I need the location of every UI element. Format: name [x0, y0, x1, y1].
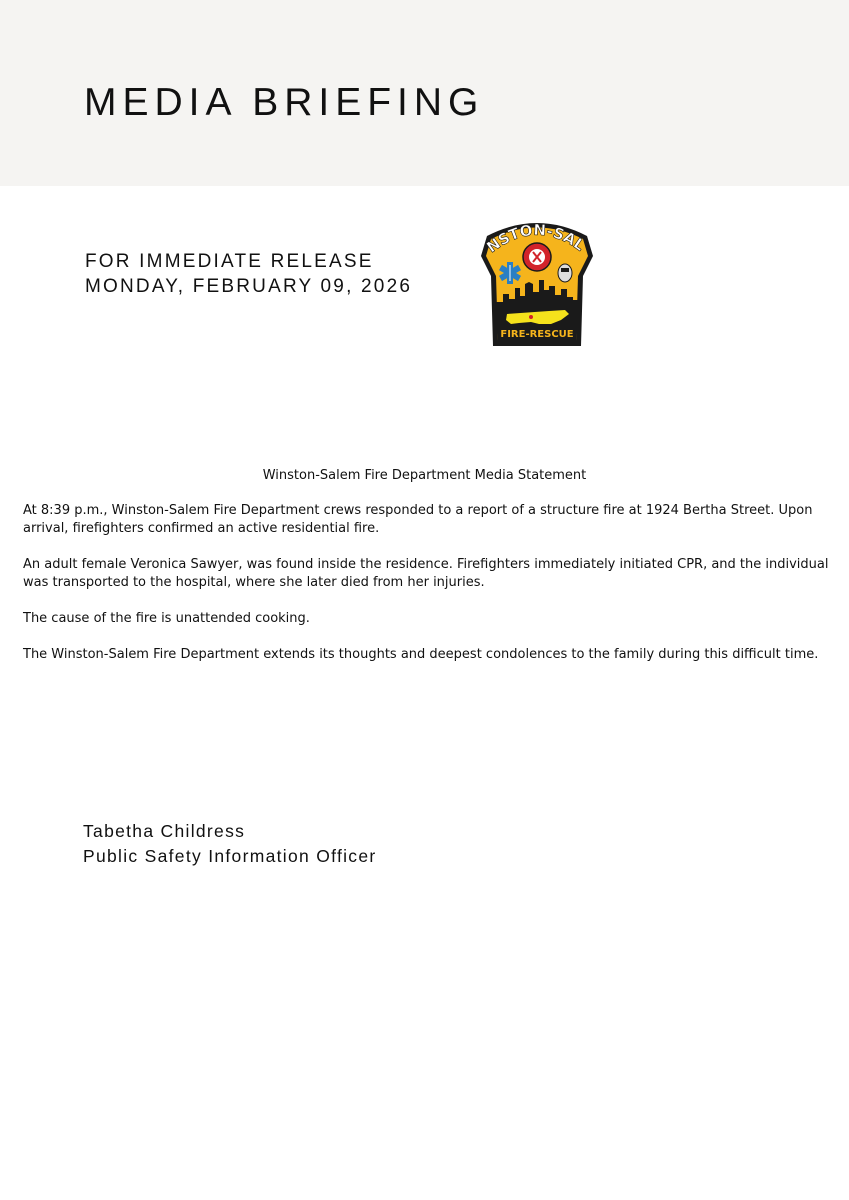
statement-body	[23, 502, 833, 682]
statement-paragraph: At 8:39 p.m., Winston-Salem Fire Department crews responded to a report of a structure fire at 1924 Bertha Street. Upon arrival, firefighters confirmed an active residential fire.	[23, 503, 813, 536]
header-band	[0, 0, 849, 186]
signatory-name: Tabetha Childress	[83, 821, 246, 841]
helmet-emblem-icon	[558, 264, 572, 282]
badge-bottom-text: FIRE-RESCUE	[500, 329, 574, 340]
badge-top-text: NSTON-SAL	[483, 220, 589, 257]
statement-paragraph: An adult female Veronica Sawyer, was found inside the residence. Firefighters immediately initiated CPR, and the individual was transported to the hospital, where she later died from her injuries.	[23, 557, 829, 590]
signature-block	[83, 819, 377, 869]
statement-paragraph: The cause of the fire is unattended cooking.	[23, 611, 310, 626]
release-label: FOR IMMEDIATE RELEASE	[85, 251, 374, 272]
statement-paragraph: The Winston-Salem Fire Department extends its thoughts and deepest condolences to the family during this difficult time.	[23, 647, 819, 662]
location-star-icon	[529, 315, 533, 319]
release-date: MONDAY, FEBRUARY 09, 2026	[85, 276, 413, 297]
release-info	[85, 249, 412, 299]
maltese-cross-icon	[523, 243, 551, 271]
page-title: MEDIA BRIEFING	[84, 81, 485, 124]
signatory-title: Public Safety Information Officer	[83, 846, 377, 866]
statement-title: Winston-Salem Fire Department Media Statement	[262, 468, 587, 483]
fire-rescue-badge-logo	[479, 216, 595, 348]
